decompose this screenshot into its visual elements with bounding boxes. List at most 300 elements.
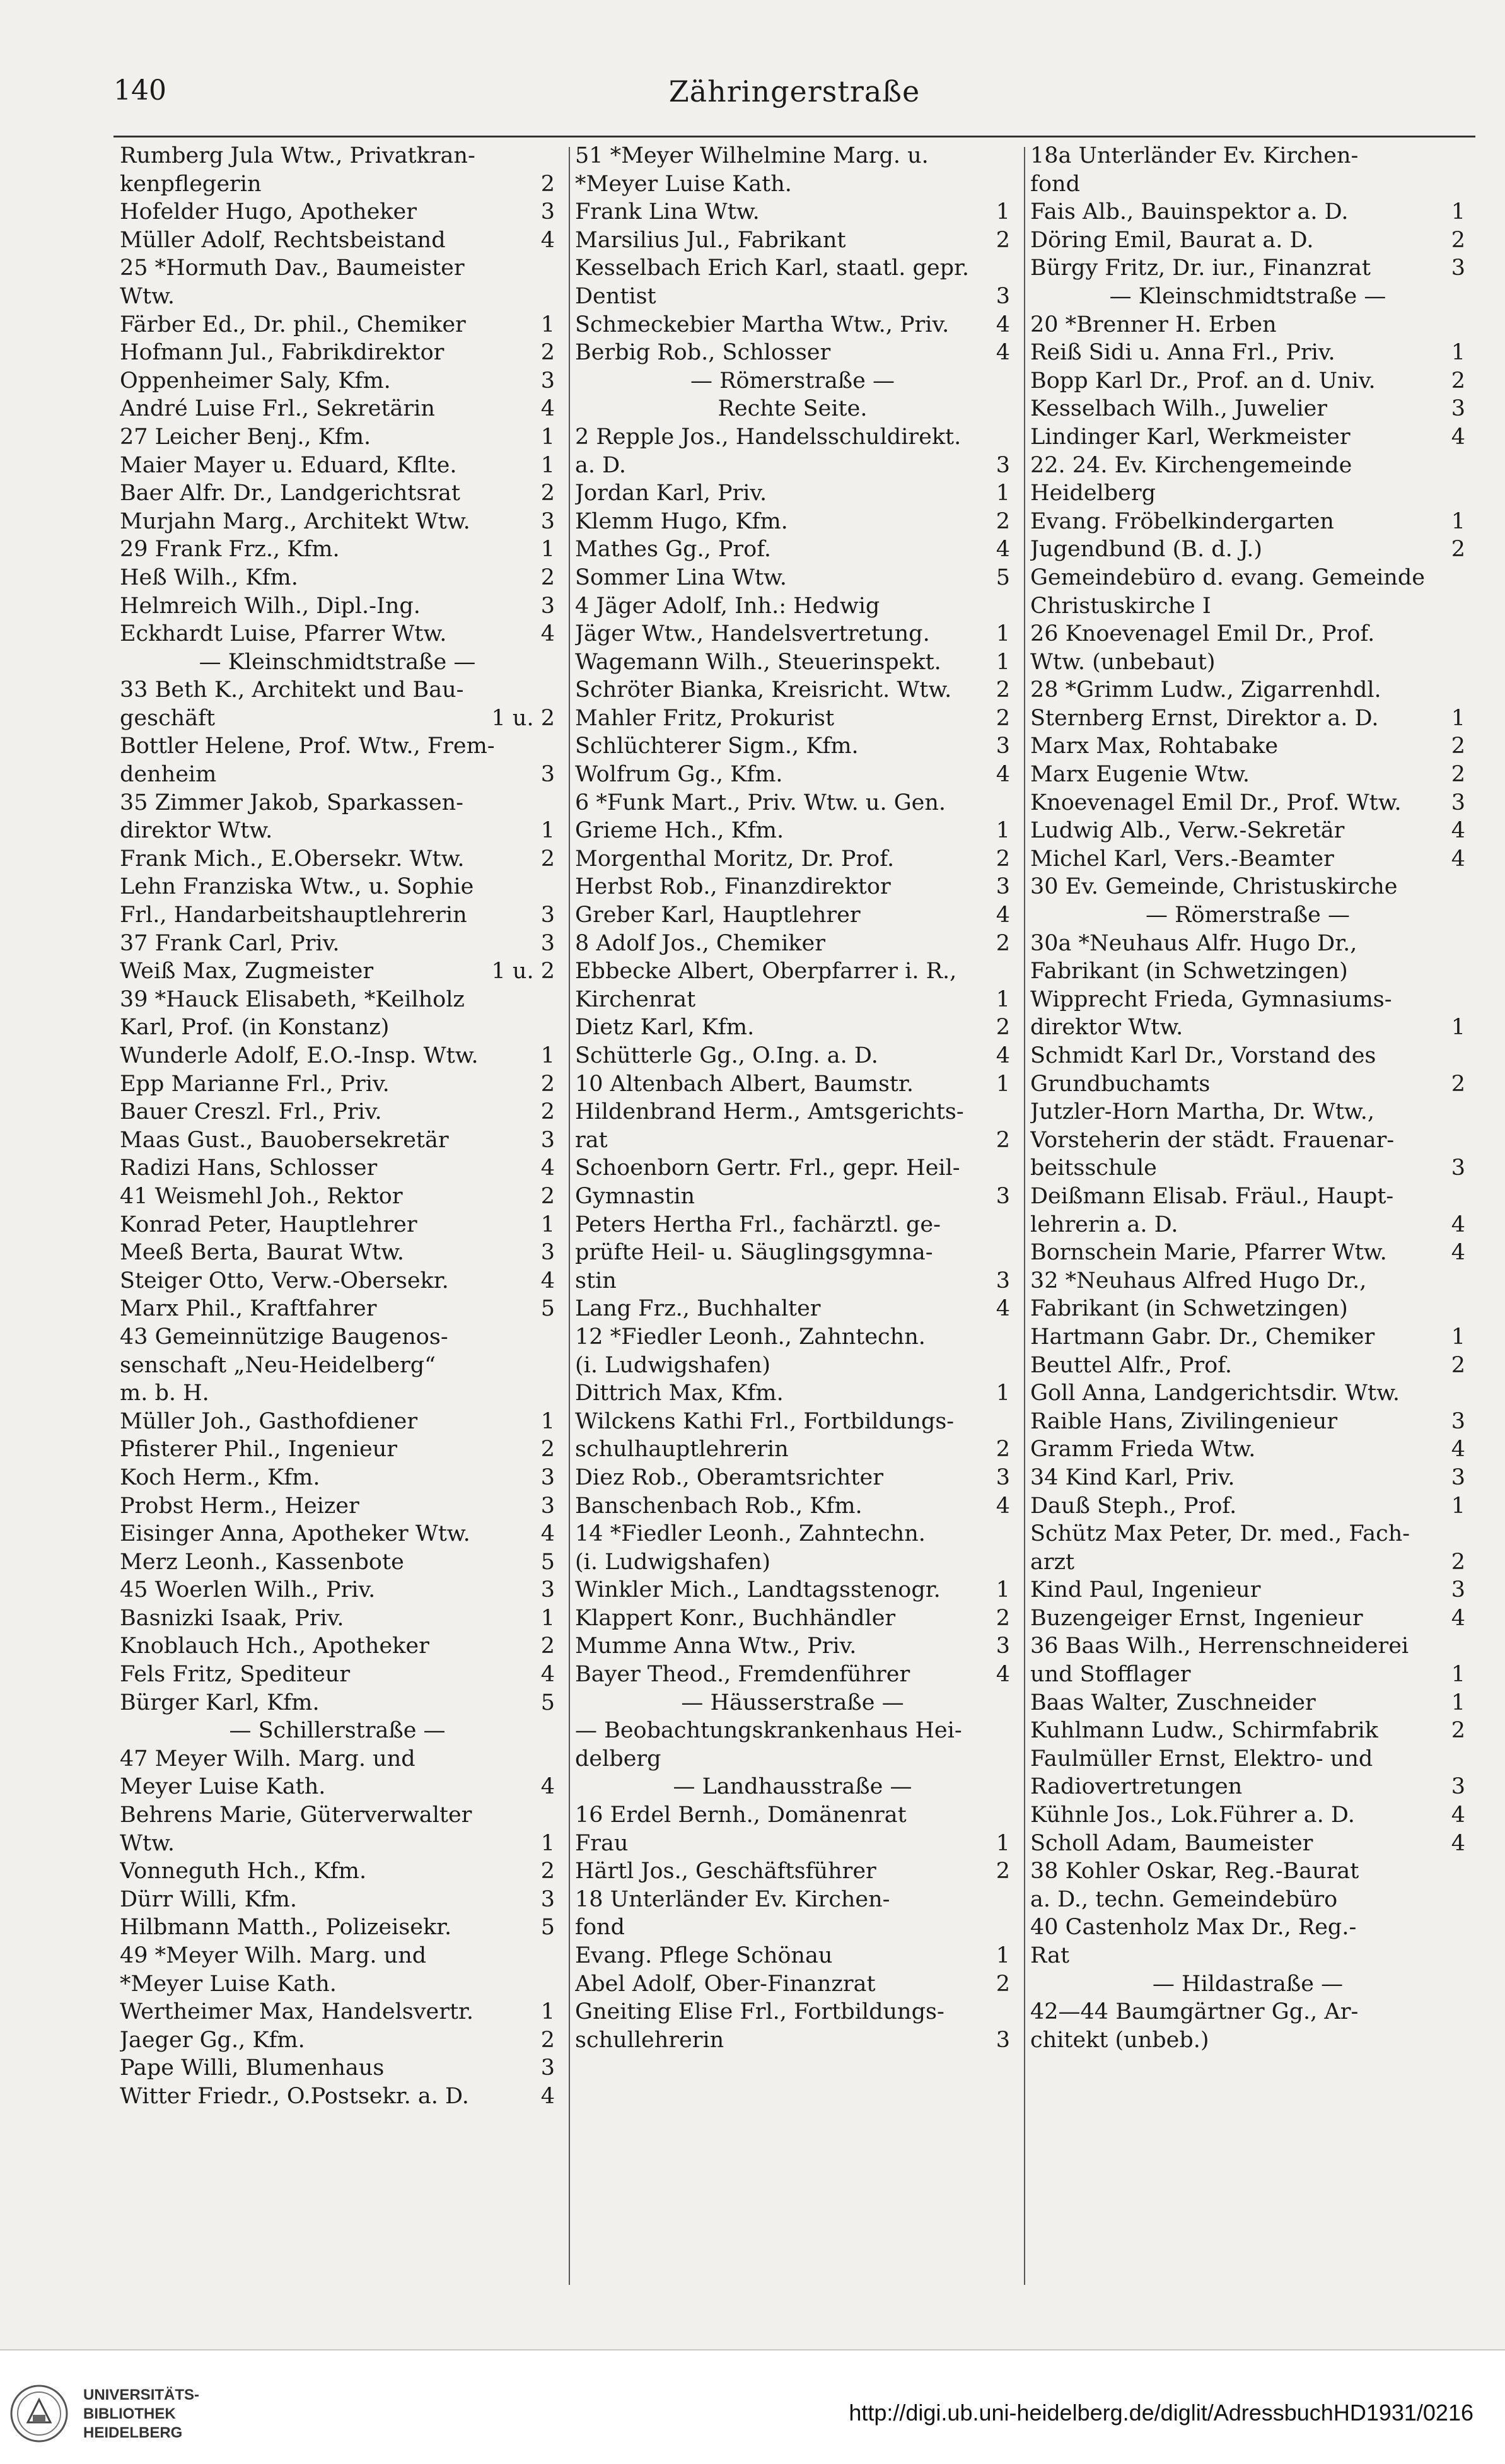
entry-text: Bauer Creszl. Frl., Priv. xyxy=(120,1099,382,1125)
entry-text: 6 *Funk Mart., Priv. Wtw. u. Gen. xyxy=(575,790,946,815)
entry-text: Basnizki Isaak, Priv. xyxy=(120,1605,344,1631)
directory-entry-line xyxy=(1030,1857,1465,1886)
directory-entry-line xyxy=(575,1379,1010,1408)
directory-entry-line xyxy=(575,423,1010,452)
directory-entry-line xyxy=(1030,873,1465,901)
directory-entry-line xyxy=(1030,1239,1465,1267)
floor-number: 4 xyxy=(1448,845,1465,873)
entry-text: Wtw. xyxy=(120,283,175,309)
floor-number: 2 xyxy=(537,1070,555,1099)
entry-text: Bayer Theod., Fremdenführer xyxy=(575,1662,910,1688)
floor-number: 4 xyxy=(1448,1801,1465,1830)
floor-number: 1 u. 2 xyxy=(488,704,555,733)
entry-text: 34 Kind Karl, Priv. xyxy=(1030,1464,1235,1490)
directory-entry-line xyxy=(1030,1070,1465,1099)
directory-entry-line xyxy=(120,2026,555,2055)
floor-number: 3 xyxy=(1448,1576,1465,1604)
directory-entry-line xyxy=(120,761,555,789)
entry-text: Witter Friedr., O.Postsekr. a. D. xyxy=(120,2083,469,2109)
entry-text: Jordan Karl, Priv. xyxy=(575,481,767,506)
floor-number: 2 xyxy=(992,226,1010,255)
entry-text: 39 *Hauck Elisabeth, *Keilholz xyxy=(120,986,465,1012)
entry-text: Marsilius Jul., Fabrikant xyxy=(575,227,846,253)
entry-text: Lehn Franziska Wtw., u. Sophie xyxy=(120,874,474,900)
directory-entry-line xyxy=(575,1154,1010,1182)
directory-entry-line xyxy=(120,1886,555,1914)
directory-entry-line xyxy=(1030,423,1465,452)
column-divider xyxy=(569,147,570,2285)
entry-text: Kind Paul, Ingenieur xyxy=(1030,1577,1261,1603)
entry-text: Heß Wilh., Kfm. xyxy=(120,564,298,590)
directory-entry-line xyxy=(575,620,1010,648)
entry-text: Murjahn Marg., Architekt Wtw. xyxy=(120,508,470,534)
directory-entry-line xyxy=(120,648,555,677)
floor-number: 3 xyxy=(1448,1154,1465,1182)
entry-text: Faulmüller Ernst, Elektro- und xyxy=(1030,1746,1373,1772)
directory-entry-line xyxy=(575,1886,1010,1914)
entry-text: Hartmann Gabr. Dr., Chemiker xyxy=(1030,1324,1375,1350)
floor-number: 3 xyxy=(1448,1464,1465,1492)
directory-entry-line xyxy=(575,2026,1010,2055)
floor-number: 2 xyxy=(992,845,1010,873)
floor-number: 3 xyxy=(537,592,555,621)
floor-number: 1 xyxy=(1448,508,1465,536)
directory-entry-line xyxy=(575,170,1010,199)
floor-number: 3 xyxy=(992,1632,1010,1661)
entry-text: Kuhlmann Ludw., Schirmfabrik xyxy=(1030,1718,1378,1744)
entry-text: Grundbuchamts xyxy=(1030,1071,1211,1097)
directory-entry-line xyxy=(575,1745,1010,1773)
directory-entry-line xyxy=(575,1520,1010,1548)
floor-number: 2 xyxy=(1448,1352,1465,1380)
university-seal-icon xyxy=(9,2383,69,2444)
directory-entry-line xyxy=(575,254,1010,283)
floor-number: 3 xyxy=(537,1492,555,1521)
directory-entry-line xyxy=(1030,648,1465,677)
directory-entry-line xyxy=(120,1295,555,1323)
floor-number: 4 xyxy=(1448,1211,1465,1239)
entry-text: Schröter Bianka, Kreisricht. Wtw. xyxy=(575,677,952,703)
floor-number: 4 xyxy=(992,1042,1010,1070)
entry-text: (i. Ludwigshafen) xyxy=(575,1549,771,1575)
floor-number: 1 xyxy=(1448,1013,1465,1042)
entry-text: Scholl Adam, Baumeister xyxy=(1030,1830,1313,1856)
entry-text: Meeß Berta, Baurat Wtw. xyxy=(120,1240,405,1266)
directory-entry-line xyxy=(1030,1098,1465,1126)
entry-text: rat xyxy=(575,1127,608,1153)
floor-number: 2 xyxy=(1448,1070,1465,1099)
directory-entry-line xyxy=(120,704,555,733)
entry-text: 49 *Meyer Wilh. Marg. und xyxy=(120,1943,427,1968)
entry-text: Schütz Max Peter, Dr. med., Fach- xyxy=(1030,1521,1410,1547)
floor-number: 1 xyxy=(1448,339,1465,367)
entry-text: Hildenbrand Herm., Amtsgerichts- xyxy=(575,1099,964,1125)
floor-number: 2 xyxy=(992,1126,1010,1155)
entry-text: Herbst Rob., Finanzdirektor xyxy=(575,874,891,900)
floor-number: 4 xyxy=(537,1773,555,1801)
directory-entry-line xyxy=(575,592,1010,621)
directory-entry-line xyxy=(120,1942,555,1970)
floor-number: 1 xyxy=(992,1379,1010,1408)
directory-entry-line xyxy=(575,1773,1010,1801)
floor-number: 1 xyxy=(537,1830,555,1858)
directory-entry-line xyxy=(575,1013,1010,1042)
directory-entry-line xyxy=(120,1576,555,1604)
floor-number: 4 xyxy=(992,1492,1010,1521)
directory-entry-line xyxy=(575,1492,1010,1521)
floor-number: 4 xyxy=(992,901,1010,930)
directory-entry-line xyxy=(120,1267,555,1295)
directory-entry-line xyxy=(120,592,555,621)
directory-entry-line xyxy=(575,1913,1010,1942)
entry-text: beitsschule xyxy=(1030,1155,1157,1181)
floor-number: 1 xyxy=(992,1830,1010,1858)
directory-entry-line xyxy=(1030,1182,1465,1211)
directory-entry-line xyxy=(120,1098,555,1126)
floor-number: 2 xyxy=(1448,367,1465,395)
floor-number: 2 xyxy=(537,1632,555,1661)
entry-text: Rumberg Jula Wtw., Privatkran- xyxy=(120,143,475,168)
entry-text: Bopp Karl Dr., Prof. an d. Univ. xyxy=(1030,368,1376,394)
entry-text: Hofmann Jul., Fabrikdirektor xyxy=(120,340,445,366)
floor-number: 1 xyxy=(992,1576,1010,1604)
floor-number: 2 xyxy=(537,170,555,199)
entry-text: Knoevenagel Emil Dr., Prof. Wtw. xyxy=(1030,790,1402,815)
directory-entry-line xyxy=(120,1970,555,1999)
directory-entry-line xyxy=(575,817,1010,845)
floor-number: 4 xyxy=(992,761,1010,789)
floor-number: 2 xyxy=(537,339,555,367)
directory-entry-line xyxy=(575,142,1010,170)
directory-entry-line xyxy=(120,789,555,817)
floor-number: 1 xyxy=(537,1211,555,1239)
entry-text: 20 *Brenner H. Erben xyxy=(1030,312,1277,337)
directory-entry-line xyxy=(1030,1801,1465,1830)
entry-text: 40 Castenholz Max Dr., Reg.- xyxy=(1030,1915,1357,1941)
entry-text: Mathes Gg., Prof. xyxy=(575,537,772,563)
entry-text: Sternberg Ernst, Direktor a. D. xyxy=(1030,705,1379,731)
entry-text: Eisinger Anna, Apotheker Wtw. xyxy=(120,1521,470,1547)
floor-number: 2 xyxy=(537,1435,555,1464)
floor-number: 4 xyxy=(537,395,555,423)
entry-text: und Stofflager xyxy=(1030,1662,1191,1688)
directory-entry-line xyxy=(120,1661,555,1689)
entry-text: Wipprecht Frieda, Gymnasiums- xyxy=(1030,986,1392,1012)
column-3 xyxy=(1030,142,1465,2292)
directory-entry-line xyxy=(1030,620,1465,648)
directory-entry-line xyxy=(120,1211,555,1239)
entry-text: Lang Frz., Buchhalter xyxy=(575,1296,821,1322)
directory-entry-line xyxy=(120,254,555,283)
directory-entry-line xyxy=(575,1295,1010,1323)
floor-number: 1 xyxy=(537,535,555,564)
entry-text: Frau xyxy=(575,1830,629,1856)
directory-entry-line xyxy=(1030,1013,1465,1042)
digitization-footer xyxy=(0,2350,1505,2464)
entry-text: Evang. Fröbelkindergarten xyxy=(1030,508,1334,534)
directory-entry-line xyxy=(575,1830,1010,1858)
floor-number: 1 xyxy=(1448,1661,1465,1689)
floor-number: 3 xyxy=(537,930,555,958)
floor-number: 4 xyxy=(992,311,1010,339)
directory-entry-line xyxy=(1030,479,1465,508)
directory-entry-line xyxy=(1030,1548,1465,1577)
directory-entry-line xyxy=(1030,1435,1465,1464)
directory-entry-line xyxy=(120,1182,555,1211)
directory-entry-line xyxy=(575,1323,1010,1352)
page-header xyxy=(113,74,1475,125)
entry-text: 37 Frank Carl, Priv. xyxy=(120,930,340,956)
entry-text: Baas Walter, Zuschneider xyxy=(1030,1690,1316,1715)
directory-entry-line xyxy=(1030,142,1465,170)
floor-number: 1 u. 2 xyxy=(488,957,555,986)
entry-text: Behrens Marie, Güterverwalter xyxy=(120,1802,472,1828)
library-name-line: UNIVERSITÄTS- xyxy=(83,2386,200,2403)
floor-number: 1 xyxy=(992,479,1010,508)
entry-text: Schmeckebier Martha Wtw., Priv. xyxy=(575,312,950,337)
directory-entry-line xyxy=(1030,845,1465,873)
directory-entry-line xyxy=(575,1661,1010,1689)
directory-entry-line xyxy=(1030,508,1465,536)
directory-entry-line xyxy=(120,845,555,873)
directory-entry-line xyxy=(575,198,1010,226)
entry-text: 33 Beth K., Architekt und Bau- xyxy=(120,677,464,703)
directory-entry-line xyxy=(120,1632,555,1661)
entry-text: 28 *Grimm Ludw., Zigarrenhdl. xyxy=(1030,677,1381,703)
floor-number: 4 xyxy=(1448,817,1465,845)
directory-entry-line xyxy=(120,1070,555,1099)
entry-text: Mumme Anna Wtw., Priv. xyxy=(575,1633,857,1659)
directory-entry-line xyxy=(575,1464,1010,1492)
entry-text: 29 Frank Frz., Kfm. xyxy=(120,537,340,563)
directory-entry-line xyxy=(575,508,1010,536)
directory-entry-line xyxy=(575,648,1010,677)
directory-entry-line xyxy=(120,957,555,986)
directory-entry-line xyxy=(1030,1830,1465,1858)
floor-number: 3 xyxy=(992,1182,1010,1211)
floor-number: 2 xyxy=(537,479,555,508)
directory-entry-line xyxy=(575,1070,1010,1099)
floor-number: 1 xyxy=(537,311,555,339)
directory-entry-line xyxy=(575,1604,1010,1633)
directory-entry-line xyxy=(1030,1323,1465,1352)
entry-text: Jugendbund (B. d. J.) xyxy=(1030,537,1263,563)
page-number: 140 xyxy=(113,74,166,107)
floor-number: 5 xyxy=(537,1689,555,1717)
floor-number: 3 xyxy=(537,367,555,395)
directory-entry-line xyxy=(575,1352,1010,1380)
entry-text: Fais Alb., Bauinspektor a. D. xyxy=(1030,199,1349,225)
directory-entry-line xyxy=(1030,1211,1465,1239)
entry-text: lehrerin a. D. xyxy=(1030,1212,1178,1237)
entry-text: 14 *Fiedler Leonh., Zahntechn. xyxy=(575,1521,926,1547)
entry-text: Pape Willi, Blumenhaus xyxy=(120,2055,385,2081)
directory-entry-line xyxy=(120,226,555,255)
directory-entry-line xyxy=(1030,1464,1465,1492)
directory-entry-line xyxy=(1030,1408,1465,1436)
entry-text: denheim xyxy=(120,762,217,788)
entry-text: Rechte Seite. xyxy=(718,396,868,422)
directory-entry-line xyxy=(120,1435,555,1464)
directory-entry-line xyxy=(120,1042,555,1070)
directory-entry-line xyxy=(575,1408,1010,1436)
floor-number: 2 xyxy=(992,1857,1010,1886)
directory-entry-line xyxy=(1030,1942,1465,1970)
floor-number: 3 xyxy=(537,198,555,226)
floor-number: 3 xyxy=(1448,789,1465,817)
directory-entry-line xyxy=(1030,761,1465,789)
entry-text: Jäger Wtw., Handelsvertretung. xyxy=(575,621,930,647)
directory-entry-line xyxy=(120,452,555,480)
entry-text: Dietz Karl, Kfm. xyxy=(575,1015,755,1041)
entry-text: 41 Weismehl Joh., Rektor xyxy=(120,1183,403,1209)
floor-number: 1 xyxy=(537,423,555,452)
entry-text: Jaeger Gg., Kfm. xyxy=(120,2027,305,2053)
entry-text: Sommer Lina Wtw. xyxy=(575,564,787,590)
entry-text: Bürger Karl, Kfm. xyxy=(120,1690,320,1715)
directory-entry-line xyxy=(1030,535,1465,564)
directory-entry-line xyxy=(575,452,1010,480)
floor-number: 3 xyxy=(1448,395,1465,423)
entry-text: Schoenborn Gertr. Frl., gepr. Heil- xyxy=(575,1155,960,1181)
directory-entry-line xyxy=(1030,1886,1465,1914)
entry-text: — Landhausstraße — xyxy=(673,1774,912,1800)
directory-entry-line xyxy=(1030,1520,1465,1548)
directory-entry-line xyxy=(1030,226,1465,255)
floor-number: 1 xyxy=(1448,198,1465,226)
entry-text: 25 *Hormuth Dav., Baumeister xyxy=(120,255,465,281)
floor-number: 4 xyxy=(537,620,555,648)
entry-text: senschaft „Neu-Heidelberg“ xyxy=(120,1352,436,1378)
floor-number: 3 xyxy=(537,901,555,930)
entry-text: Lindinger Karl, Werkmeister xyxy=(1030,424,1351,450)
directory-entry-line xyxy=(120,901,555,930)
directory-entry-line xyxy=(1030,1689,1465,1717)
column-2 xyxy=(575,142,1010,2292)
entry-text: Rat xyxy=(1030,1943,1070,1968)
entry-text: — Beobachtungskrankenhaus Hei- xyxy=(575,1718,962,1744)
entry-text: Steiger Otto, Verw.-Obersekr. xyxy=(120,1268,449,1293)
entry-text: — Häusserstraße — xyxy=(681,1690,904,1715)
directory-entry-line xyxy=(1030,1998,1465,2026)
entry-text: 22. 24. Ev. Kirchengemeinde xyxy=(1030,452,1352,478)
floor-number: 4 xyxy=(537,226,555,255)
entry-text: Goll Anna, Landgerichtsdir. Wtw. xyxy=(1030,1381,1400,1406)
directory-entry-line xyxy=(575,986,1010,1014)
floor-number: 4 xyxy=(537,1154,555,1182)
directory-entry-line xyxy=(1030,170,1465,199)
entry-text: arzt xyxy=(1030,1549,1075,1575)
directory-entry-line xyxy=(575,395,1010,423)
directory-entry-line xyxy=(575,339,1010,367)
directory-entry-line xyxy=(1030,1492,1465,1521)
entry-text: 18a Unterländer Ev. Kirchen- xyxy=(1030,143,1359,168)
entry-text: Oppenheimer Saly, Kfm. xyxy=(120,368,391,394)
directory-entry-line xyxy=(120,283,555,311)
floor-number: 3 xyxy=(992,283,1010,311)
directory-entry-line xyxy=(1030,283,1465,311)
floor-number: 3 xyxy=(537,2054,555,2082)
floor-number: 1 xyxy=(537,1408,555,1436)
entry-text: Ludwig Alb., Verw.-Sekretär xyxy=(1030,818,1345,844)
directory-entry-line xyxy=(120,2054,555,2082)
directory-entry-line xyxy=(575,535,1010,564)
entry-text: fond xyxy=(1030,171,1080,197)
directory-entry-line xyxy=(575,1098,1010,1126)
directory-entry-line xyxy=(1030,676,1465,704)
directory-entry-line xyxy=(1030,704,1465,733)
entry-text: 47 Meyer Wilh. Marg. und xyxy=(120,1746,415,1772)
directory-entry-line xyxy=(1030,1267,1465,1295)
entry-text: schulhauptlehrerin xyxy=(575,1437,789,1463)
entry-text: — Schillerstraße — xyxy=(229,1718,446,1744)
directory-entry-line xyxy=(120,339,555,367)
directory-entry-line xyxy=(120,620,555,648)
directory-entry-line xyxy=(575,1126,1010,1155)
directory-entry-line xyxy=(575,1857,1010,1886)
directory-entry-line xyxy=(1030,452,1465,480)
floor-number: 2 xyxy=(992,676,1010,704)
entry-text: Dittrich Max, Kfm. xyxy=(575,1381,784,1406)
directory-entry-line xyxy=(575,564,1010,592)
floor-number: 3 xyxy=(537,1886,555,1914)
entry-text: — Römerstraße — xyxy=(1145,902,1351,928)
entry-text: 10 Altenbach Albert, Baumstr. xyxy=(575,1071,914,1097)
floor-number: 2 xyxy=(1448,1548,1465,1577)
directory-entry-line xyxy=(120,817,555,845)
directory-entry-line xyxy=(120,1548,555,1577)
directory-entry-line xyxy=(1030,1913,1465,1942)
entry-text: Vonneguth Hch., Kfm. xyxy=(120,1859,367,1884)
directory-entry-line xyxy=(575,226,1010,255)
directory-entry-line xyxy=(575,1998,1010,2026)
entry-text: 30 Ev. Gemeinde, Christuskirche xyxy=(1030,874,1398,900)
directory-entry-line xyxy=(120,1998,555,2026)
digital-copy-link[interactable]: http://digi.ub.uni-heidelberg.de/diglit/AdressbuchHD1931/0216 xyxy=(849,2400,1473,2426)
floor-number: 4 xyxy=(537,1661,555,1689)
entry-text: — Kleinschmidtstraße — xyxy=(1109,283,1386,309)
entry-text: 27 Leicher Benj., Kfm. xyxy=(120,424,371,450)
entry-text: Wilckens Kathi Frl., Fortbildungs- xyxy=(575,1408,955,1434)
entry-text: Greber Karl, Hauptlehrer xyxy=(575,902,861,928)
entry-text: Marx Phil., Kraftfahrer xyxy=(120,1296,377,1322)
entry-text: Müller Joh., Gasthofdiener xyxy=(120,1408,418,1434)
entry-text: Fabrikant (in Schwetzingen) xyxy=(1030,959,1348,984)
directory-entry-line xyxy=(1030,395,1465,423)
entry-text: 16 Erdel Bernh., Domänenrat xyxy=(575,1802,907,1828)
entry-text: kenpflegerin xyxy=(120,171,262,197)
directory-entry-line xyxy=(120,1379,555,1408)
floor-number: 2 xyxy=(1448,732,1465,761)
directory-entry-line xyxy=(575,1267,1010,1295)
directory-entry-line xyxy=(120,873,555,901)
entry-text: chitekt (unbeb.) xyxy=(1030,2027,1209,2053)
floor-number: 1 xyxy=(537,817,555,845)
entry-text: 42—44 Baumgärtner Gg., Ar- xyxy=(1030,1999,1359,2025)
directory-entry-line xyxy=(1030,1604,1465,1633)
directory-entry-line xyxy=(575,283,1010,311)
entry-text: a. D. xyxy=(575,452,627,478)
floor-number: 4 xyxy=(992,339,1010,367)
entry-text: (i. Ludwigshafen) xyxy=(575,1352,771,1378)
entry-text: Marx Max, Rohtabake xyxy=(1030,733,1279,759)
floor-number: 2 xyxy=(537,564,555,592)
directory-entry-line xyxy=(120,1857,555,1886)
entry-text: 12 *Fiedler Leonh., Zahntechn. xyxy=(575,1324,926,1350)
directory-entry-line xyxy=(120,1830,555,1858)
entry-text: Deißmann Elisab. Fräul., Haupt- xyxy=(1030,1183,1394,1209)
entry-text: a. D., techn. Gemeindebüro xyxy=(1030,1886,1338,1912)
